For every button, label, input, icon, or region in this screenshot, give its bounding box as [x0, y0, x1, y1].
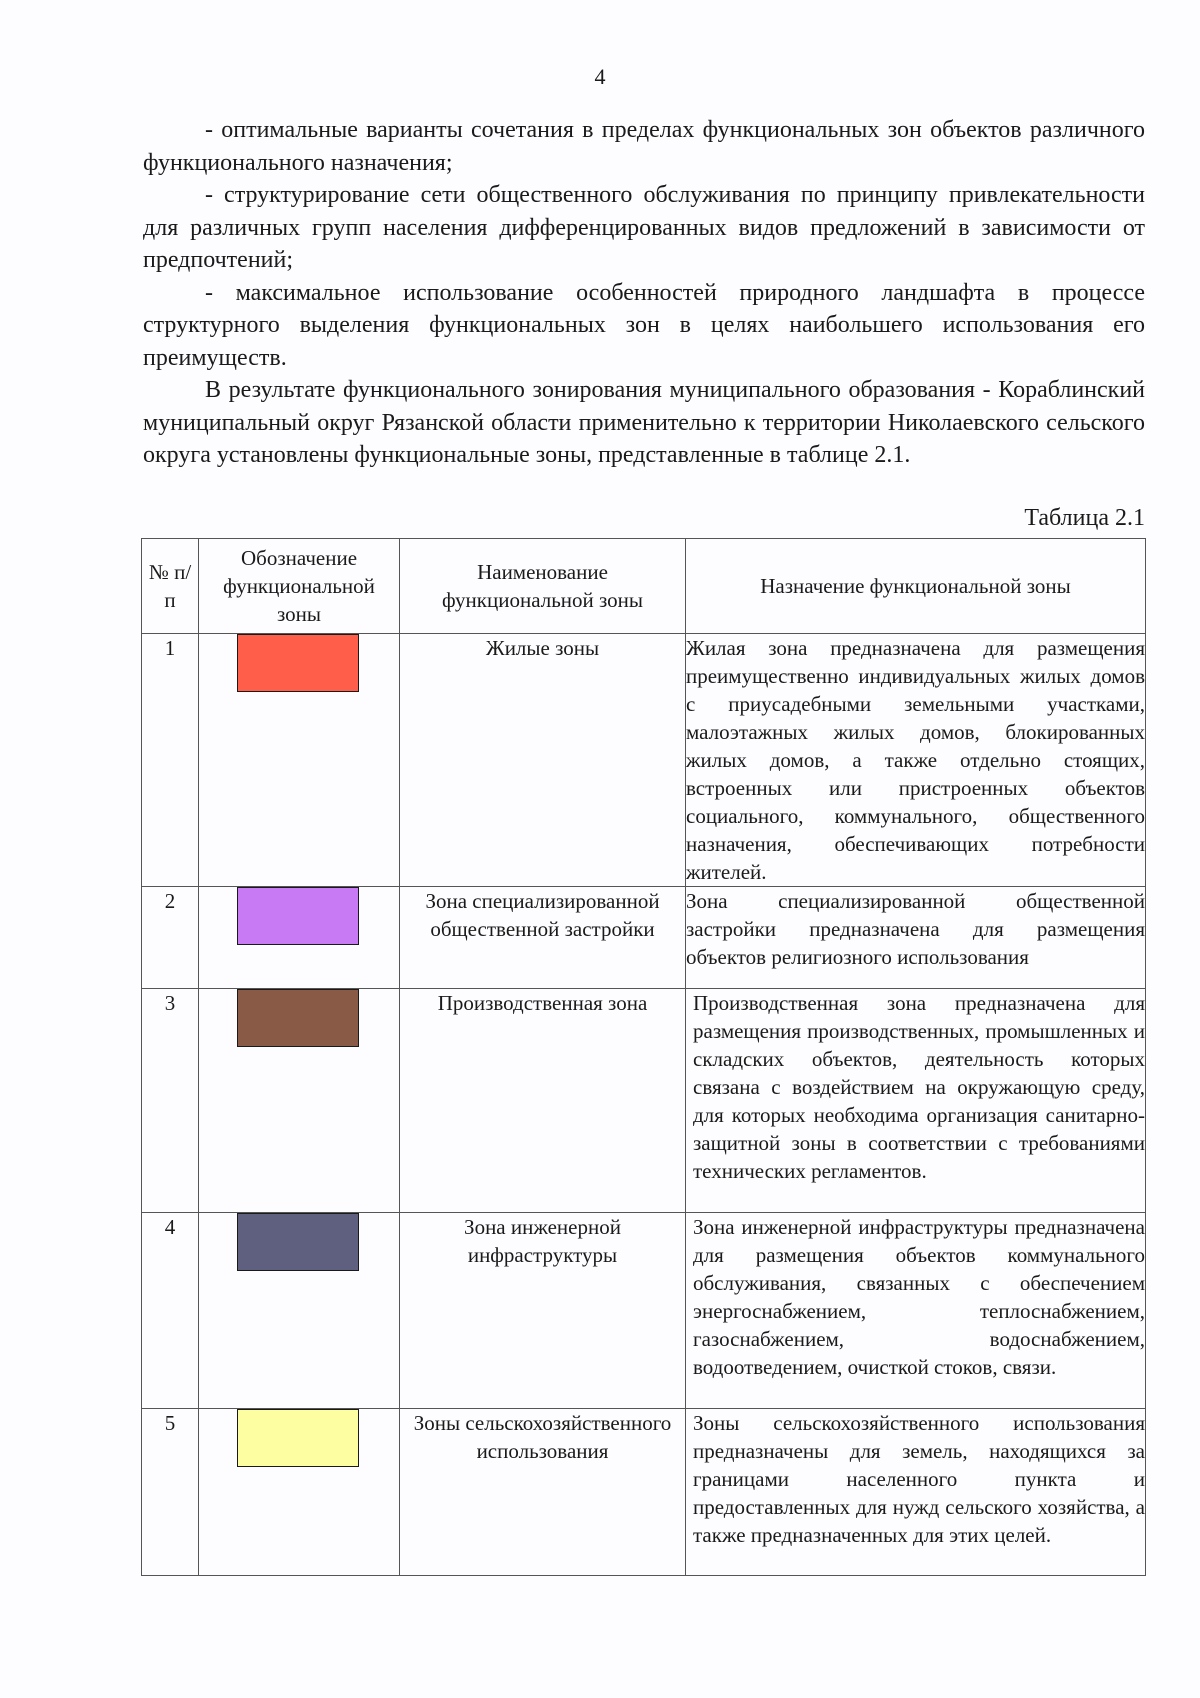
table-caption: Таблица 2.1 [1024, 505, 1145, 531]
zone-symbol-cell [199, 1409, 400, 1576]
row-number: 3 [142, 989, 199, 1213]
zone-name: Зона специализированной общественной застройки [400, 887, 686, 989]
table-row [142, 887, 1146, 989]
table-row [142, 989, 1146, 1213]
zone-name: Производственная зона [400, 989, 686, 1213]
zone-color-swatch [237, 1213, 359, 1271]
zone-purpose: Жилая зона предназначена для размещения преимущественно индивидуальных жилых домов с приусадебными земельными участками, малоэтажных жилых домов, блокированных жилых домов, а также отдельно стоящих, встроенных или пристроенных объектов социального, коммунального, общественного назначения, обеспечивающих потребности жителей. [686, 634, 1146, 887]
paragraph: - максимальное использование особенностей природного ландшафта в процессе структурного выделения функциональных зон в целях наибольшего использования его преимуществ. [143, 279, 1145, 371]
zone-symbol-cell [199, 887, 400, 989]
zone-name: Зоны сельскохозяйственного использования [400, 1409, 686, 1576]
zone-purpose: Производственная зона предназначена для размещения производственных, промышленных и складских объектов, деятельность которых связана с воздействием на окружающую среду, для которых необходима организация санитарно-защитной зоны в соответствии с требованиями технических регламентов. [686, 989, 1146, 1213]
header-purpose: Назначение функциональной зоны [686, 539, 1146, 634]
zone-color-swatch [237, 634, 359, 692]
row-number: 1 [142, 634, 199, 887]
paragraph: - оптимальные варианты сочетания в пределах функциональных зон объектов различного функционального назначения; [143, 117, 1145, 176]
zone-purpose: Зона специализированной общественной застройки предназначена для размещения объектов религиозного использования [686, 887, 1146, 989]
paragraph: - структурирование сети общественного обслуживания по принципу привлекательности для различных групп населения дифференцированных видов предложений в зависимости от предпочтений; [143, 182, 1145, 273]
table-row [142, 634, 1146, 887]
zone-symbol-cell [199, 989, 400, 1213]
header-name: Наименование функциональной зоны [400, 539, 686, 634]
table-header-row [142, 539, 1146, 634]
zone-color-swatch [237, 1409, 359, 1467]
header-number: № п/п [142, 539, 199, 634]
header-symbol: Обозначение функциональной зоны [199, 539, 400, 634]
row-number: 2 [142, 887, 199, 989]
table-row [142, 1213, 1146, 1409]
zone-symbol-cell [199, 634, 400, 887]
zone-symbol-cell [199, 1213, 400, 1409]
zone-purpose: Зоны сельскохозяйственного использования предназначены для земель, находящихся за границами населенного пункта и предоставленных для нужд сельского хозяйства, а также предназначенных для этих целей. [686, 1409, 1146, 1576]
zone-name: Жилые зоны [400, 634, 686, 887]
zone-purpose: Зона инженерной инфраструктуры предназначена для размещения объектов коммунального обслуживания, связанных с обеспечением энергоснабжением, теплоснабжением, газоснабжением, водоснабжением, водоотведением, очисткой стоков, связи. [686, 1213, 1146, 1409]
page-number: 4 [594, 64, 606, 89]
row-number: 4 [142, 1213, 199, 1409]
row-number: 5 [142, 1409, 199, 1576]
zone-color-swatch [237, 887, 359, 945]
body-text [143, 114, 1145, 472]
paragraph: В результате функционального зонирования муниципального образования - Кораблинский муниципальный округ Рязанской области применительно к территории Николаевского сельского округа установлены функциональные зоны, представленные в таблице 2.1. [143, 377, 1145, 468]
zone-color-swatch [237, 989, 359, 1047]
zone-name: Зона инженерной инфраструктуры [400, 1213, 686, 1409]
table-row [142, 1409, 1146, 1576]
functional-zones-table [141, 538, 1146, 1576]
